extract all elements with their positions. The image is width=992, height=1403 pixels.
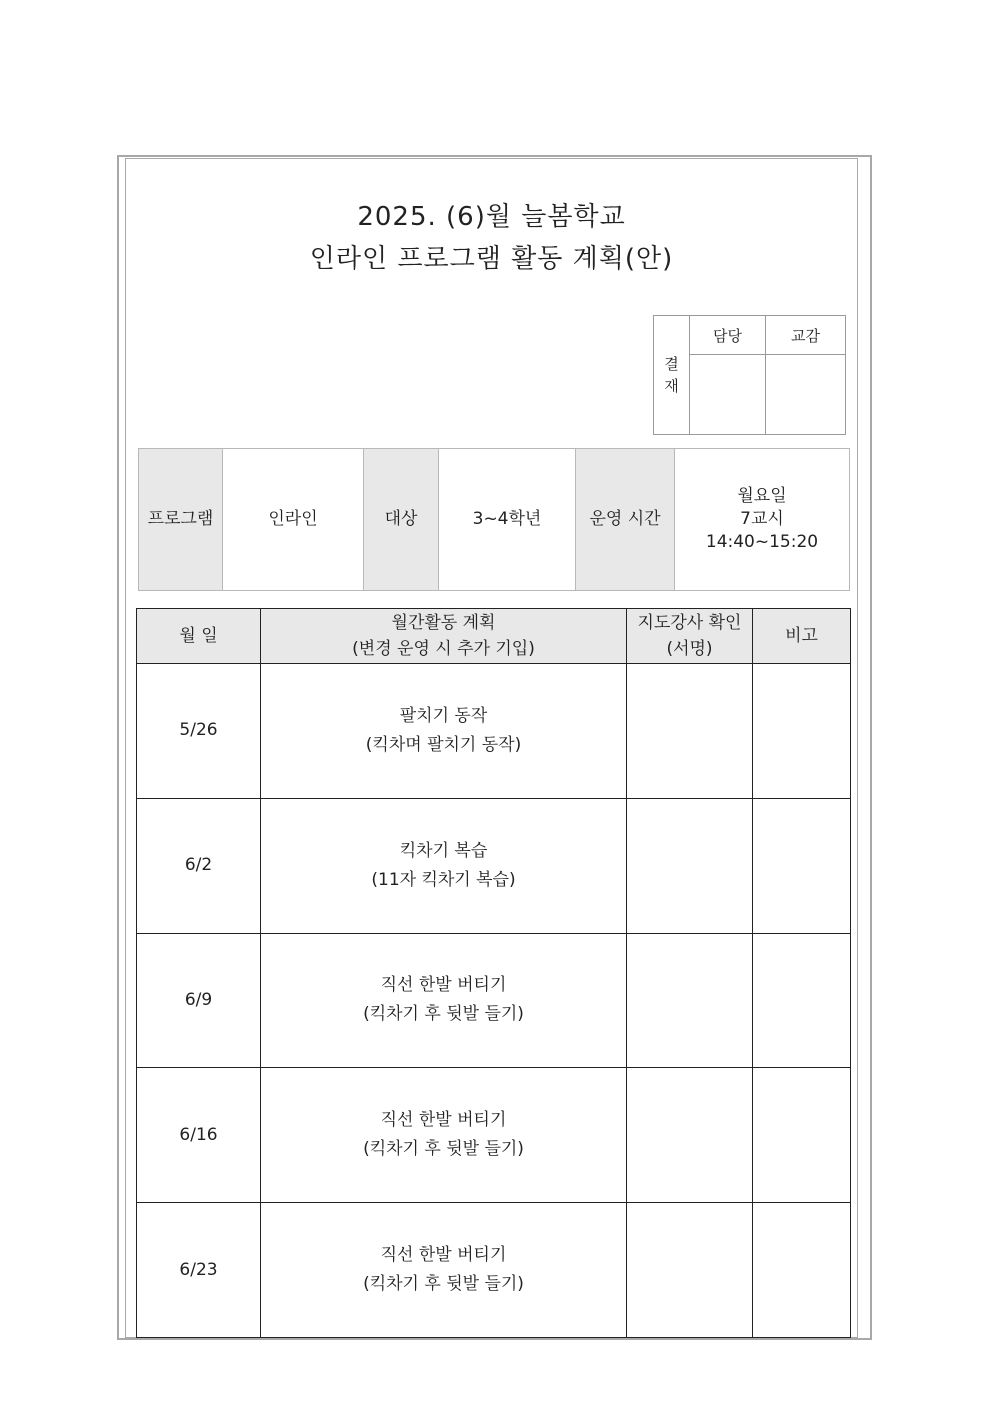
table-row [137,798,851,933]
approval-col-vice-principal: 교감 [766,316,846,355]
program-label: 프로그램 [139,449,223,591]
table-row [137,664,851,799]
header-plan: 월간활동 계획 (변경 운영 시 추가 기입) [261,609,627,664]
row-signature-cell[interactable] [627,664,753,799]
document-title-line1: 2025. (6)월 늘봄학교 [357,202,626,232]
header-note: 비고 [753,609,851,664]
row-signature-cell[interactable] [627,1068,753,1203]
target-label: 대상 [364,449,439,591]
approval-label: 결 재 [654,316,690,435]
row-note-cell[interactable] [753,664,851,799]
row-plan: 직선 한발 버티기 (킥차기 후 뒷발 들기) [261,1203,627,1338]
row-note-cell[interactable] [753,798,851,933]
table-row [137,933,851,1068]
table-row [137,1203,851,1338]
row-date: 5/26 [137,664,261,799]
row-plan: 킥차기 복습 (11자 킥차기 복습) [261,798,627,933]
row-plan: 팔치기 동작 (킥차며 팔치기 동작) [261,664,627,799]
approval-sign-manager[interactable] [690,355,766,435]
row-note-cell[interactable] [753,1203,851,1338]
target-value: 3~4학년 [439,449,576,591]
document-title-line2: 인라인 프로그램 활동 계획(안) [309,244,674,274]
row-signature-cell[interactable] [627,798,753,933]
approval-sign-vice-principal[interactable] [766,355,846,435]
row-date: 6/2 [137,798,261,933]
row-plan: 직선 한발 버티기 (킥차기 후 뒷발 들기) [261,933,627,1068]
row-signature-cell[interactable] [627,933,753,1068]
time-value: 월요일 7교시 14:40~15:20 [675,449,850,591]
row-date: 6/23 [137,1203,261,1338]
approval-col-manager: 담당 [690,316,766,355]
row-date: 6/9 [137,933,261,1068]
row-date: 6/16 [137,1068,261,1203]
row-plan: 직선 한발 버티기 (킥차기 후 뒷발 들기) [261,1068,627,1203]
header-confirm: 지도강사 확인 (서명) [627,609,753,664]
table-row [137,1068,851,1203]
time-label: 운영 시간 [576,449,675,591]
schedule-table [136,608,851,1338]
row-note-cell[interactable] [753,933,851,1068]
row-signature-cell[interactable] [627,1203,753,1338]
program-info-table [138,448,850,591]
header-date: 월 일 [137,609,261,664]
row-note-cell[interactable] [753,1068,851,1203]
approval-box [653,315,846,435]
program-value: 인라인 [223,449,364,591]
schedule-header-row [137,609,851,664]
